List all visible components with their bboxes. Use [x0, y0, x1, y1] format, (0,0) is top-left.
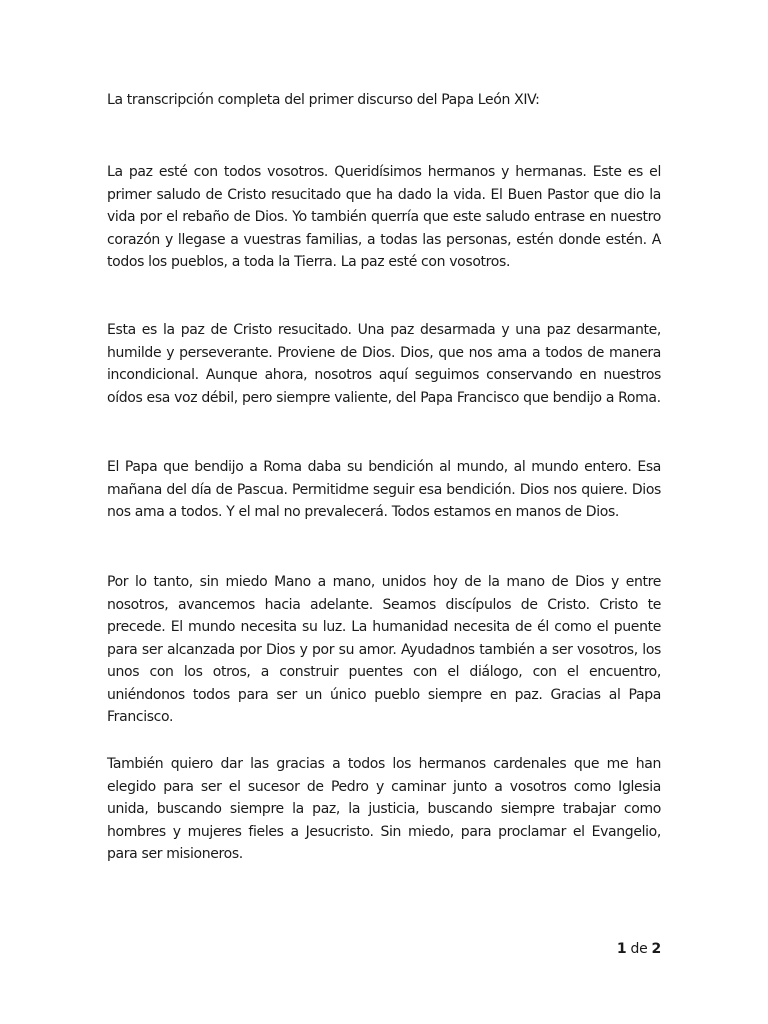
paragraph-1: La paz esté con todos vosotros. Queridísimos hermanos y hermanas. Este es el primer saludo de Cristo resucitado que ha dado la vida. El Buen Pastor que dio la vida por el rebaño de Dios. Yo también querría que este saludo entrase en nuestro corazón y llegase a vuestras familias, a todas las personas, estén donde estén. A todos los pueblos, a toda la Tierra. La paz esté con vosotros. [107, 164, 661, 270]
total-pages-number: 2 [651, 941, 661, 957]
document-body [107, 89, 661, 862]
paragraph-3: El Papa que bendijo a Roma daba su bendición al mundo, al mundo entero. Esa mañana del día de Pascua. Permitidme seguir esa bendición. Dios nos quiere. Dios nos ama a todos. Y el mal no prevalecerá. Todos estamos en manos de Dios. [107, 459, 661, 520]
page-number-separator: de [630, 941, 648, 957]
paragraph-5: También quiero dar las gracias a todos los hermanos cardenales que me han elegido para ser el sucesor de Pedro y caminar junto a vosotros como Iglesia unida, buscando siempre la paz, la justicia, buscando siempre trabajar como hombres y mujeres fieles a Jesucristo. Sin miedo, para proclamar el Evangelio, para ser misioneros. [107, 756, 661, 862]
current-page-number: 1 [616, 941, 627, 957]
paragraph-4: Por lo tanto, sin miedo Mano a mano, unidos hoy de la mano de Dios y entre nosotros, avancemos hacia adelante. Seamos discípulos de Cristo. Cristo te precede. El mundo necesita su luz. La humanidad necesita de él como el puente para ser alcanzada por Dios y por su amor. Ayudadnos también a ser vosotros, los unos con los otros, a construir puentes con el diálogo, con el encuentro, uniéndonos todos para ser un único pueblo siempre en paz. Gracias al Papa Francisco. [107, 574, 661, 725]
paragraph-2: Esta es la paz de Cristo resucitado. Una paz desarmada y una paz desarmante, humilde y perseverante. Proviene de Dios. Dios, que nos ama a todos de manera incondicional. Aunque ahora, nosotros aquí seguimos conservando en nuestros oídos esa voz débil, pero siempre valiente, del Papa Francisco que bendijo a Roma. [107, 322, 661, 406]
document-heading: La transcripción completa del primer discurso del Papa León XIV: [107, 92, 540, 108]
page-number [617, 938, 661, 960]
